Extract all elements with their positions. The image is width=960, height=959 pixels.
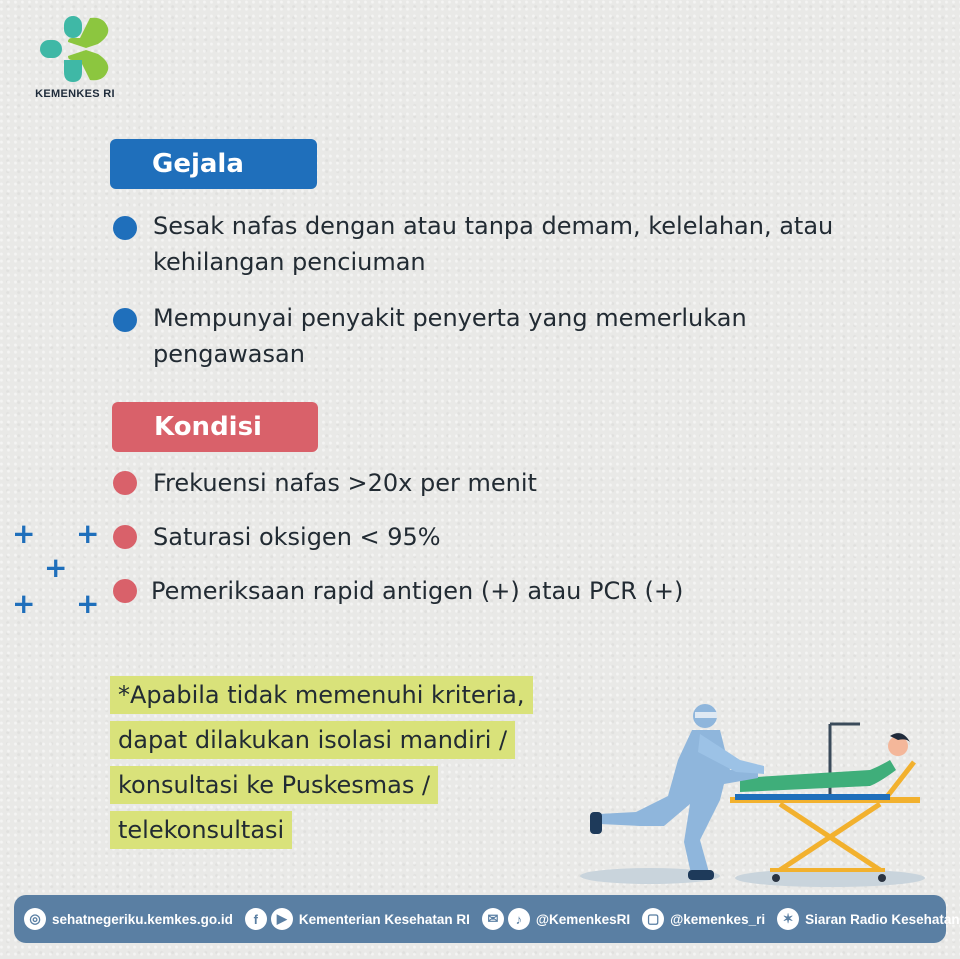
bullet-dot-icon [113,308,137,332]
bullet-dot-icon [113,525,137,549]
plus-icon: + [12,517,36,550]
kondisi-item-text: Pemeriksaan rapid antigen (+) atau PCR (+) [151,577,684,605]
note-block [110,676,533,856]
tiktok-icon[interactable]: ♪ [508,908,530,930]
globe-icon: ◎ [24,908,46,930]
footer-website-text[interactable]: sehatnegeriku.kemkes.go.id [52,911,233,927]
kondisi-heading: Kondisi [112,402,318,452]
bullet-dot-icon [113,216,137,240]
kondisi-item [113,573,683,609]
kondisi-item [113,465,537,501]
gejala-item [113,208,833,280]
bullet-dot-icon [113,471,137,495]
kondisi-item-text: Saturasi oksigen < 95% [153,523,441,551]
footer-facebook-youtube[interactable] [245,908,482,930]
radio-icon[interactable]: ✶ [777,908,799,930]
twitter-icon[interactable]: ✉ [482,908,504,930]
footer-instagram-text[interactable]: @kemenkes_ri [670,911,766,927]
footer-bar [14,895,960,943]
plus-icon: + [76,517,100,550]
plus-icon: + [76,587,100,620]
footer-twitter-text[interactable]: @KemenkesRI [535,911,631,927]
facebook-icon[interactable]: f [245,908,267,930]
footer-instagram[interactable] [642,908,777,930]
footer-radio[interactable] [777,908,960,930]
footer-channel-text[interactable]: Kementerian Kesehatan RI [298,911,470,927]
note-line: dapat dilakukan isolasi mandiri / [110,721,515,759]
note-line: telekonsultasi [110,811,292,849]
kemenkes-logo-icon [36,14,114,84]
note-line: *Apabila tidak memenuhi kriteria, [110,676,533,714]
footer-website[interactable] [24,908,245,930]
footer-twitter-tiktok[interactable] [482,908,642,930]
gejala-item-text: Mempunyai penyakit penyerta yang memerlukan pengawasan [153,304,747,368]
plus-icon: + [12,587,36,620]
gejala-item-text: Sesak nafas dengan atau tanpa demam, kelelahan, atau kehilangan penciuman [153,212,834,276]
stretcher-illustration [580,700,930,890]
footer-radio-text[interactable]: Siaran Radio Kesehatan [805,911,960,927]
note-line: konsultasi ke Puskesmas / [110,766,438,804]
logo-text: KEMENKES RI [35,88,115,100]
kondisi-item [113,519,441,555]
gejala-heading: Gejala [110,139,317,189]
plus-icon: + [44,551,68,584]
instagram-icon[interactable]: ▢ [642,908,664,930]
bullet-dot-icon [113,579,137,603]
youtube-icon[interactable]: ▶ [271,908,293,930]
kondisi-item-text: Frekuensi nafas >20x per menit [153,469,537,497]
kemenkes-logo [30,14,120,100]
gejala-item [113,300,747,372]
